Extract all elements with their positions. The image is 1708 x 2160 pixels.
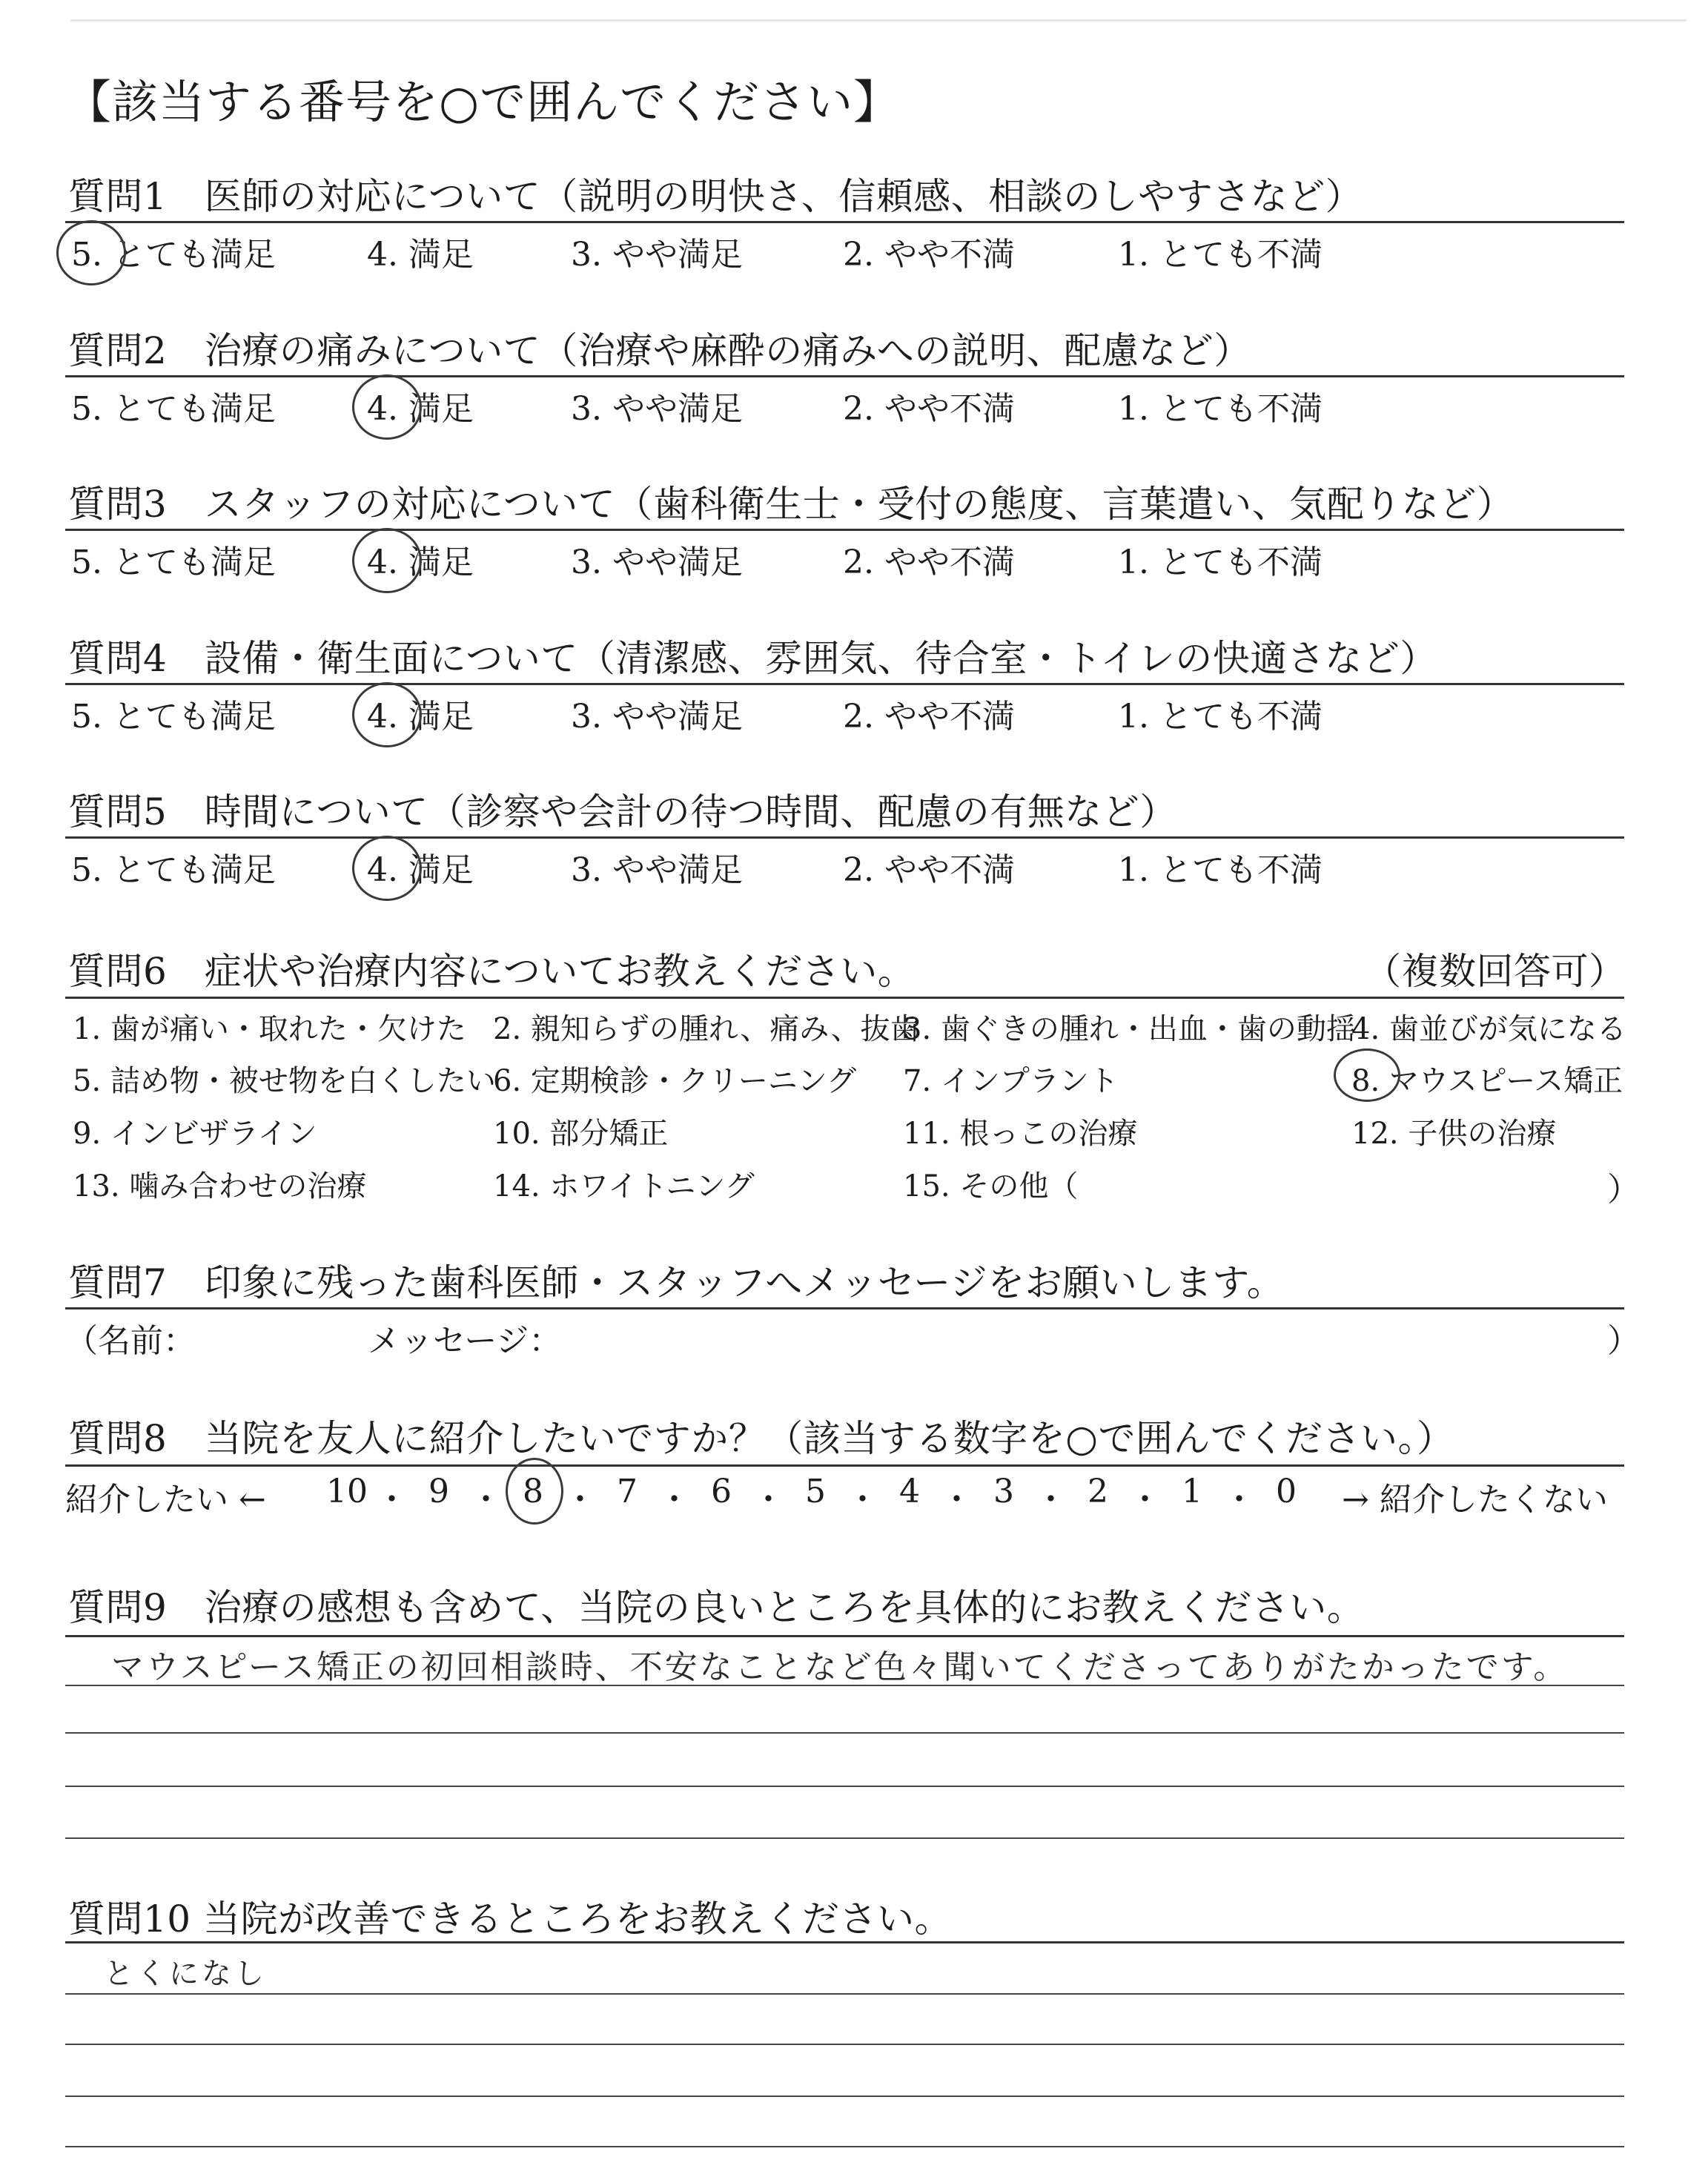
question-3-option[interactable]: 4. 満足 <box>367 544 474 581</box>
scale-number[interactable]: 4 <box>899 1473 920 1510</box>
treatment-option[interactable]: 15. その他（ <box>903 1169 1079 1203</box>
question-6-rule <box>65 997 1624 999</box>
question-3-rule <box>65 529 1624 531</box>
scale-number[interactable]: 8 <box>523 1473 543 1510</box>
treatment-option[interactable]: 12. 子供の治療 <box>1351 1117 1557 1151</box>
question-5-rule <box>65 836 1624 839</box>
recommend-right-label: → 紹介したくない <box>1342 1481 1608 1519</box>
treatment-option[interactable]: 5. 詰め物・被せ物を白くしたい <box>73 1064 496 1098</box>
question-2-option[interactable]: 5. とても満足 <box>71 390 276 428</box>
treatment-option[interactable]: 2. 親知らずの腫れ、痛み、抜歯 <box>493 1012 920 1046</box>
treatment-option[interactable]: 7. インプラント <box>903 1064 1119 1098</box>
question-6-title: 質問6 症状や治療内容についてお教えください。 <box>68 950 916 993</box>
scale-separator: ・ <box>563 1481 597 1519</box>
scale-number[interactable]: 2 <box>1088 1473 1108 1510</box>
question-1-option[interactable]: 4. 満足 <box>367 236 474 274</box>
scale-separator: ・ <box>375 1481 408 1519</box>
scale-number[interactable]: 7 <box>617 1473 638 1510</box>
scale-separator: ・ <box>469 1481 503 1519</box>
question-5-title: 質問5 時間について（診察や会計の待つ時間、配慮の有無など） <box>68 790 1177 833</box>
question-2-option[interactable]: 3. やや満足 <box>571 390 743 428</box>
answer-line <box>65 1837 1624 1839</box>
treatment-option[interactable]: 9. インビザライン <box>73 1117 317 1151</box>
question-2-option[interactable]: 2. やや不満 <box>843 390 1015 428</box>
answer-circle-mark <box>352 836 422 901</box>
question-3-option[interactable]: 3. やや満足 <box>571 544 743 581</box>
answer-circle-mark <box>352 374 422 440</box>
question-4-title: 質問4 設備・衛生面について（清潔感、雰囲気、待合室・トイレの快適さなど） <box>68 637 1437 680</box>
page-header: 【該当する番号を○で囲んでください】 <box>65 75 901 129</box>
scale-number[interactable]: 9 <box>428 1473 449 1510</box>
question-8-rule <box>65 1464 1624 1467</box>
question-2-title: 質問2 治療の痛みについて（治療や麻酔の痛みへの説明、配慮など） <box>68 329 1251 372</box>
scan-top-edge <box>70 19 1687 22</box>
treatment-option[interactable]: 10. 部分矯正 <box>493 1117 669 1151</box>
scale-number[interactable]: 6 <box>711 1473 732 1510</box>
answer-line <box>65 1786 1624 1787</box>
answer-line <box>65 2044 1624 2045</box>
question-3-option[interactable]: 5. とても満足 <box>71 544 276 581</box>
question-4-option[interactable]: 2. やや不満 <box>843 698 1015 736</box>
treatment-option[interactable]: 1. 歯が痛い・取れた・欠けた <box>73 1012 466 1046</box>
answer-circle-mark <box>56 220 126 285</box>
question-7-title: 質問7 印象に残った歯科医師・スタッフへメッセージをお願いします。 <box>68 1261 1285 1304</box>
answer-circle-mark <box>1334 1048 1400 1102</box>
answer-line <box>65 1685 1624 1686</box>
treatment-option[interactable]: 8. マウスピース矯正 <box>1351 1064 1623 1098</box>
question-1-title: 質問1 医師の対応について（説明の明快さ、信頼感、相談のしやすさなど） <box>68 175 1363 218</box>
treatment-option[interactable]: 4. 歯並びが気になる <box>1351 1012 1626 1046</box>
scale-number[interactable]: 3 <box>993 1473 1014 1510</box>
treatment-option[interactable]: 11. 根っこの治療 <box>903 1117 1138 1151</box>
question-3-option[interactable]: 1. とても不満 <box>1118 544 1323 581</box>
question-5-option[interactable]: 5. とても満足 <box>71 851 276 889</box>
answer-circle-mark <box>352 528 422 593</box>
treatment-option[interactable]: 6. 定期検診・クリーニング <box>493 1064 857 1098</box>
question-7-rule <box>65 1307 1624 1309</box>
question-6-note: （複数回答可） <box>1364 950 1626 993</box>
scale-separator: ・ <box>940 1481 973 1519</box>
question-9-rule <box>65 1635 1624 1637</box>
treatment-option[interactable]: 3. 歯ぐきの腫れ・出血・歯の動揺 <box>903 1012 1356 1046</box>
answer-line <box>65 1993 1624 1995</box>
question-2-option[interactable]: 4. 満足 <box>367 390 474 428</box>
answer-line <box>65 1732 1624 1734</box>
scale-separator: ・ <box>1128 1481 1162 1519</box>
question-10-title: 質問10 当院が改善できるところをお教えください。 <box>68 1898 953 1941</box>
question-5-option[interactable]: 3. やや満足 <box>571 851 743 889</box>
answer-line <box>65 2146 1624 2147</box>
scale-number[interactable]: 1 <box>1182 1473 1202 1510</box>
scale-number[interactable]: 0 <box>1276 1473 1297 1510</box>
treatment-option[interactable]: 14. ホワイトニング <box>493 1169 755 1203</box>
question-10-rule <box>65 1941 1624 1943</box>
scale-separator: ・ <box>846 1481 879 1519</box>
answer-line <box>65 2095 1624 2097</box>
question-1-option[interactable]: 5. とても満足 <box>71 236 276 274</box>
question-2-option[interactable]: 1. とても不満 <box>1118 390 1323 428</box>
message-label: メッセージ： <box>368 1322 562 1360</box>
scale-number[interactable]: 10 <box>326 1473 368 1510</box>
scale-separator: ・ <box>1034 1481 1068 1519</box>
question-8-title: 質問8 当院を友人に紹介したいですか？（該当する数字を○で囲んでください。） <box>68 1417 1454 1460</box>
answer-circle-mark <box>506 1458 563 1525</box>
question-1-option[interactable]: 3. やや満足 <box>571 236 743 274</box>
question-1-option[interactable]: 1. とても不満 <box>1118 236 1323 274</box>
question-9-answer: マウスピース矯正の初回相談時、不安なことなど色々聞いてくださってありがたかったです。 <box>111 1648 1569 1686</box>
other-close-paren: ） <box>1607 1171 1640 1209</box>
question-2-rule <box>65 375 1624 377</box>
question-4-option[interactable]: 3. やや満足 <box>571 698 743 736</box>
scale-separator: ・ <box>658 1481 691 1519</box>
question-5-option[interactable]: 1. とても不満 <box>1118 851 1323 889</box>
name-label: （名前： <box>65 1322 196 1360</box>
question-1-option[interactable]: 2. やや不満 <box>843 236 1015 274</box>
scale-separator: ・ <box>1222 1481 1256 1519</box>
question-5-option[interactable]: 2. やや不満 <box>843 851 1015 889</box>
question-4-option[interactable]: 4. 満足 <box>367 698 474 736</box>
recommend-left-label: 紹介したい ← <box>65 1481 266 1519</box>
question-4-rule <box>65 683 1624 685</box>
question-4-option[interactable]: 5. とても満足 <box>71 698 276 736</box>
question-9-title: 質問9 治療の感想も含めて、当院の良いところを具体的にお教えください。 <box>68 1586 1365 1629</box>
scale-number[interactable]: 5 <box>805 1473 826 1510</box>
question-1-rule <box>65 221 1624 223</box>
question-5-option[interactable]: 4. 満足 <box>367 851 474 889</box>
question-3-title: 質問3 スタッフの対応について（歯科衛生士・受付の態度、言葉遣い、気配りなど） <box>68 483 1515 526</box>
question-4-option[interactable]: 1. とても不満 <box>1118 698 1323 736</box>
message-close-paren: ） <box>1607 1322 1640 1360</box>
treatment-option[interactable]: 13. 噛み合わせの治療 <box>73 1169 367 1203</box>
question-10-answer: とくになし <box>104 1957 267 1991</box>
scale-separator: ・ <box>752 1481 785 1519</box>
answer-circle-mark <box>352 682 422 747</box>
question-3-option[interactable]: 2. やや不満 <box>843 544 1015 581</box>
